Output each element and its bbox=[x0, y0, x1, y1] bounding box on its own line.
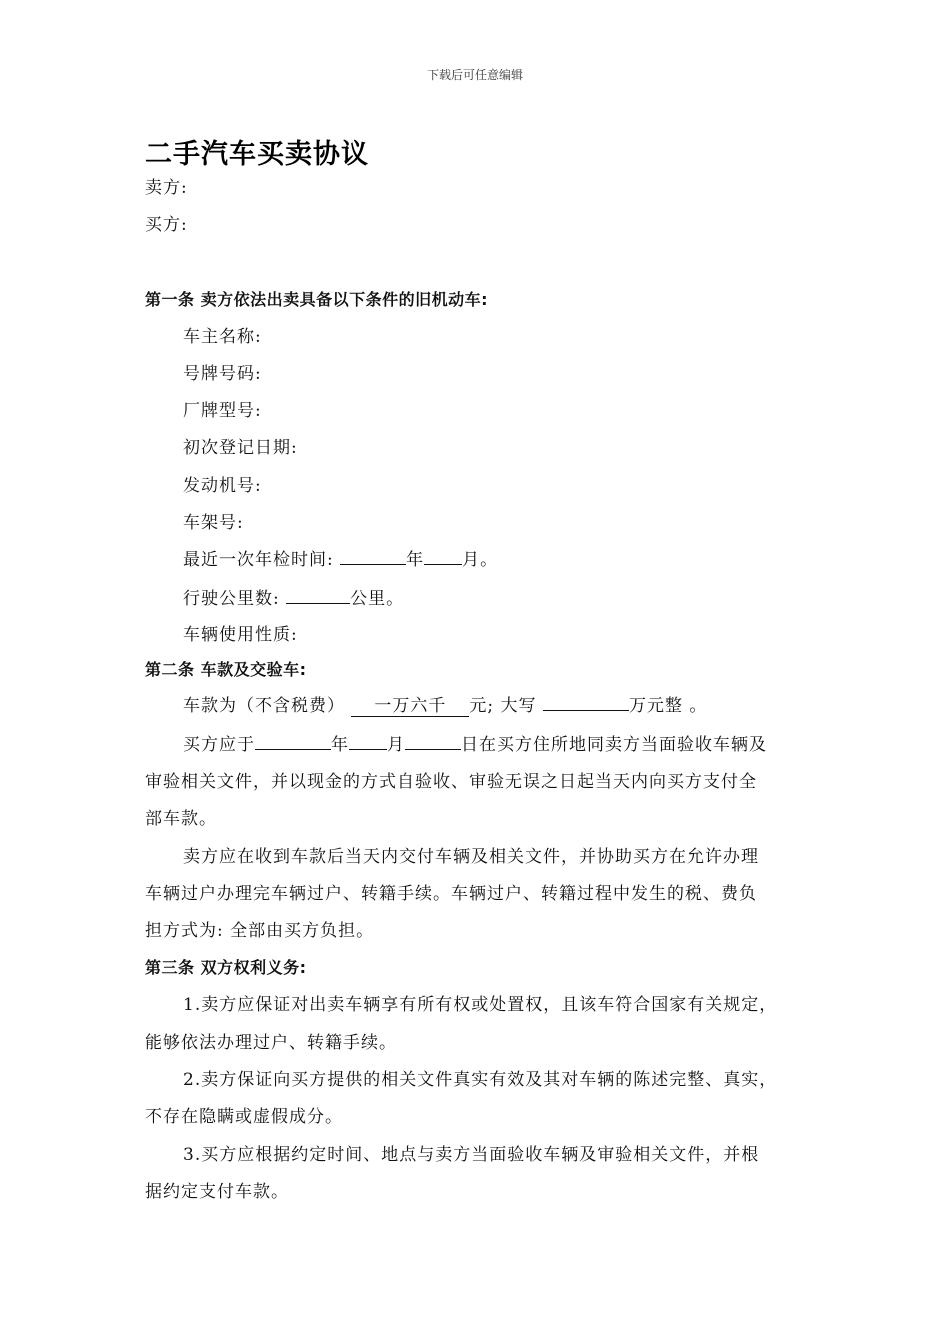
transfer-line-2: 车辆过户办理完车辆过户、转籍手续。车辆过户、转籍过程中发生的税、费负 bbox=[145, 884, 757, 904]
price-unit: 元; bbox=[469, 696, 495, 716]
delivery-month-unit: 月 bbox=[387, 735, 405, 755]
mileage-label: 行驶公里数: bbox=[183, 589, 280, 609]
field-brand-model: 厂牌型号: bbox=[183, 401, 262, 421]
delivery-rest: 日在买方住所地同卖方当面验收车辆及 bbox=[461, 735, 767, 755]
delivery-year-blank bbox=[255, 749, 331, 750]
price-line bbox=[183, 694, 707, 718]
field-owner-name: 车主名称: bbox=[183, 327, 262, 347]
obligation-1-line-1: 1.卖方应保证对出卖车辆享有所有权或处置权，且该车符合国家有关规定， bbox=[183, 995, 778, 1015]
transfer-line-3: 担方式为: 全部由买方负担。 bbox=[145, 921, 375, 941]
obligation-2-line-1: 2.卖方保证向买方提供的相关文件真实有效及其对车辆的陈述完整、真实， bbox=[183, 1070, 778, 1090]
price-amount: 一万六千 bbox=[351, 696, 469, 717]
price-end: 。 bbox=[689, 696, 708, 716]
obligation-1-line-2: 能够依法办理过户、转籍手续。 bbox=[145, 1033, 397, 1053]
document-title: 二手汽车买卖协议 bbox=[145, 139, 369, 170]
field-frame-number: 车架号: bbox=[183, 513, 244, 533]
buyer-line: 买方: bbox=[145, 215, 188, 235]
price-capital-unit: 万元整 bbox=[628, 696, 683, 716]
article3-heading: 第三条 双方权利义务: bbox=[145, 958, 307, 977]
field-first-registration-date: 初次登记日期: bbox=[183, 438, 298, 458]
header-note: 下载后可任意编辑 bbox=[426, 68, 523, 82]
obligation-2-line-2: 不存在隐瞒或虚假成分。 bbox=[145, 1107, 343, 1127]
transfer-line-1: 卖方应在收到车款后当天内交付车辆及相关文件，并协助买方在允许办理 bbox=[183, 847, 759, 867]
inspection-month-unit: 月。 bbox=[462, 550, 499, 570]
field-engine-number: 发动机号: bbox=[183, 476, 262, 496]
delivery-month-blank bbox=[349, 749, 387, 750]
mileage-blank bbox=[286, 603, 350, 604]
delivery-year-unit: 年 bbox=[331, 735, 349, 755]
field-last-inspection bbox=[183, 548, 498, 572]
price-capital-label: 大写 bbox=[500, 696, 537, 716]
article2-heading: 第二条 车款及交验车: bbox=[145, 660, 307, 679]
obligation-3-line-1: 3.买方应根据约定时间、地点与卖方当面验收车辆及审验相关文件，并根 bbox=[183, 1145, 760, 1165]
field-plate-number: 号牌号码: bbox=[183, 364, 262, 384]
price-capital-blank bbox=[543, 710, 629, 711]
delivery-prefix: 买方应于 bbox=[183, 735, 255, 755]
inspection-year-blank bbox=[340, 564, 406, 565]
price-label: 车款为（不含税费） bbox=[183, 696, 345, 716]
mileage-unit: 公里。 bbox=[350, 589, 405, 609]
seller-line: 卖方: bbox=[145, 178, 188, 198]
delivery-day-blank bbox=[405, 749, 461, 750]
delivery-line-1 bbox=[183, 733, 767, 757]
delivery-line-3: 部车款。 bbox=[145, 809, 217, 829]
inspection-month-blank bbox=[424, 564, 462, 565]
inspection-label: 最近一次年检时间: bbox=[183, 550, 334, 570]
obligation-3-line-2: 据约定支付车款。 bbox=[145, 1182, 289, 1202]
inspection-year-unit: 年 bbox=[406, 550, 425, 570]
article1-heading: 第一条 卖方依法出卖具备以下条件的旧机动车: bbox=[145, 290, 488, 309]
field-mileage bbox=[183, 587, 404, 611]
delivery-line-2: 审验相关文件，并以现金的方式自验收、审验无误之日起当天内向买方支付全 bbox=[145, 772, 757, 792]
field-usage-nature: 车辆使用性质: bbox=[183, 625, 298, 645]
